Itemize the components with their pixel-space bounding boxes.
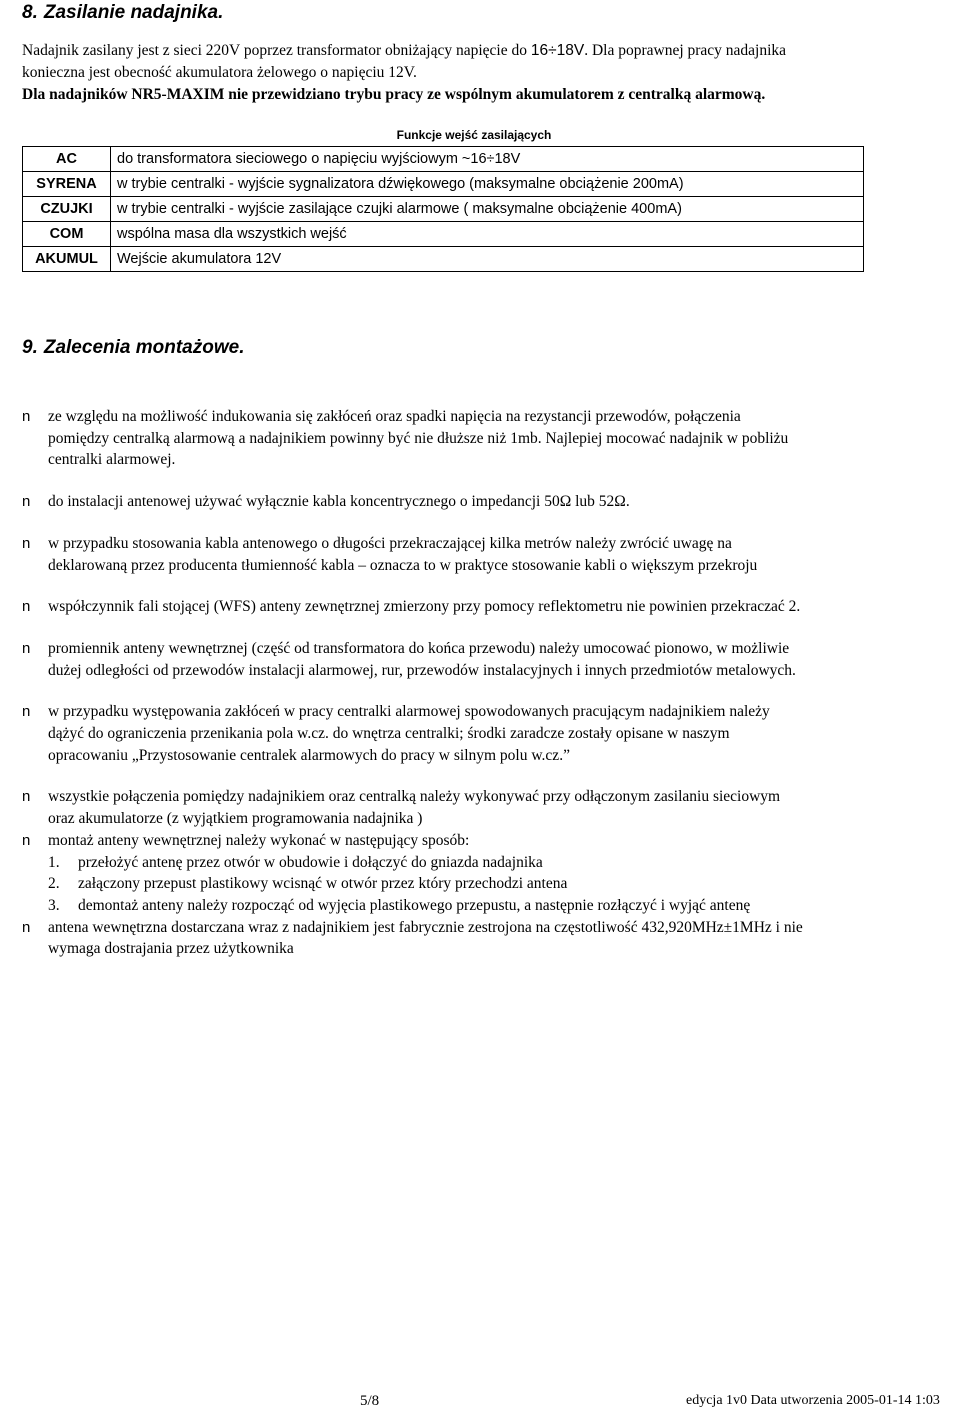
- bullet-icon: n: [22, 598, 31, 616]
- edition-info: edycja 1v0 Data utworzenia 2005-01-14 1:03: [686, 1393, 940, 1408]
- input-name-cell: COM: [23, 222, 111, 247]
- section-8-number: 8.: [22, 2, 38, 23]
- section-9-title: Zalecenia montażowe.: [43, 337, 245, 358]
- list-item-line: centralki alarmowej.: [48, 451, 176, 469]
- step-number: 2.: [48, 875, 60, 893]
- table-row: [23, 222, 864, 247]
- input-name-cell: AKUMUL: [23, 247, 111, 272]
- bullet-icon: n: [22, 534, 31, 552]
- list-item-line: dążyć do ograniczenia przenikania pola w.cz. do wnętrza centralki; środki zaradcze zostały opisane w naszym: [48, 725, 730, 743]
- input-description-cell: w trybie centralki - wyjście zasilające czujki alarmowe ( maksymalne obciążenie 400mA): [111, 197, 864, 222]
- table-row: [23, 172, 864, 197]
- bullet-icon: n: [22, 831, 31, 849]
- step-text: załączony przepust plastikowy wcisnąć w otwór przez który przechodzi antena: [78, 875, 568, 893]
- step-number: 3.: [48, 896, 60, 914]
- section-9-number: 9.: [22, 337, 38, 358]
- table-row: [23, 247, 864, 272]
- list-item: [22, 491, 958, 513]
- list-item-line: opracowaniu „Przystosowanie centralek alarmowych do pracy w silnym polu w.cz.”: [48, 746, 570, 764]
- bullet-icon: n: [22, 788, 31, 806]
- bullet-icon: n: [22, 918, 31, 936]
- list-item-line: do instalacji antenowej używać wyłącznie kabla koncentrycznego o impedancji 50Ω lub 52Ω.: [48, 493, 630, 511]
- recommendations-list: [22, 406, 958, 980]
- list-item: [22, 701, 958, 766]
- table-caption: Funkcje wejść zasilających: [396, 128, 552, 142]
- step-text: przełożyć antenę przez otwór w obudowie i dołączyć do gniazda nadajnika: [78, 853, 543, 871]
- intro-line1-b: 16÷18V: [530, 42, 585, 59]
- input-name-cell: AC: [23, 147, 111, 172]
- intro-line3: Dla nadajników NR5-MAXIM nie przewidziano trybu pracy ze wspólnym akumulatorem z centralką alarmową.: [22, 86, 766, 103]
- list-item-line: promiennik anteny wewnętrznej (część od transformatora do końca przewodu) należy umocować pionowo, w możliwie: [48, 639, 790, 657]
- list-item-line: montaż anteny wewnętrznej należy wykonać w następujący sposób:: [48, 831, 470, 849]
- numbered-step: [22, 895, 958, 917]
- list-item-line: wszystkie połączenia pomiędzy nadajnikiem oraz centralką należy wykonywać przy odłączonym zasilaniu sieciowym: [48, 788, 781, 806]
- numbered-step: [22, 852, 958, 874]
- bullet-icon: n: [22, 493, 31, 511]
- input-description-cell: do transformatora sieciowego o napięciu wyjściowym ~16÷18V: [111, 147, 864, 172]
- power-inputs-table: [22, 146, 864, 272]
- section-8-heading: [22, 2, 223, 24]
- page-number: 5/8: [360, 1393, 380, 1409]
- list-item-line: współczynnik fali stojącej (WFS) anteny zewnętrznej zmierzony przy pomocy reflektometru nie powinien przekraczać 2.: [48, 598, 801, 616]
- numbered-step: [22, 873, 958, 895]
- intro-line2: konieczna jest obecność akumulatora żelowego o napięciu 12V.: [22, 64, 417, 81]
- bullet-icon: n: [22, 639, 31, 657]
- list-item-line: wymaga dostrajania przez użytkownika: [48, 940, 294, 958]
- list-item-line: w przypadku występowania zakłóceń w pracy centralki alarmowej spowodowanych pracującym nadajnikiem należy: [48, 703, 770, 721]
- list-item: [22, 596, 958, 618]
- table-row: [23, 147, 864, 172]
- list-item-line: deklarowaną przez producenta tłumienność kabla – oznacza to w praktyce stosowanie kabli o większym przekroju: [48, 556, 758, 574]
- list-item-line: pomiędzy centralką alarmową a nadajnikiem powinny być nie dłuższe niż 1mb. Najlepiej mocować nadajnik w pobliżu: [48, 429, 789, 447]
- power-inputs-table-body: [23, 147, 864, 272]
- list-item: [22, 638, 958, 681]
- list-item-line: antena wewnętrzna dostarczana wraz z nadajnikiem jest fabrycznie zestrojona na częstotliwość 432,920MHz±1MHz i nie: [48, 918, 803, 936]
- list-item-line: ze względu na możliwość indukowania się zakłóceń oraz spadki napięcia na rezystancji przewodów, połączenia: [48, 408, 741, 425]
- bullet-icon: n: [22, 408, 31, 425]
- intro-line1-c: . Dla poprawnej pracy nadajnika: [584, 42, 787, 59]
- list-item: [22, 786, 958, 829]
- list-item: [22, 406, 958, 471]
- section-8-intro: [22, 40, 786, 106]
- list-item: [22, 917, 958, 960]
- input-name-cell: SYRENA: [23, 172, 111, 197]
- list-item: [22, 533, 958, 576]
- input-description-cell: Wejście akumulatora 12V: [111, 247, 864, 272]
- list-item-line: oraz akumulatorze (z wyjątkiem programowania nadajnika ): [48, 810, 423, 828]
- step-number: 1.: [48, 853, 60, 871]
- intro-line1-a: Nadajnik zasilany jest z sieci 220V poprzez transformator obniżający napięcie do: [22, 42, 531, 59]
- list-item: [22, 830, 958, 852]
- list-item-line: dużej odległości od przewodów instalacji alarmowej, rur, przewodów instalacyjnych i innych przedmiotów metalowych.: [48, 661, 796, 679]
- input-description-cell: w trybie centralki - wyjście sygnalizatora dźwiękowego (maksymalne obciążenie 200mA): [111, 172, 864, 197]
- input-description-cell: wspólna masa dla wszystkich wejść: [111, 222, 864, 247]
- bullet-icon: n: [22, 703, 31, 721]
- section-9-heading: [22, 337, 244, 359]
- section-8-title: Zasilanie nadajnika.: [43, 2, 224, 23]
- list-item-line: w przypadku stosowania kabla antenowego o długości przekraczającej kilka metrów należy zwrócić uwagę na: [48, 534, 732, 552]
- table-row: [23, 197, 864, 222]
- step-text: demontaż anteny należy rozpocząć od wyjęcia plastikowego przepustu, a następnie rozłączyć i wyjąć antenę: [78, 896, 751, 914]
- input-name-cell: CZUJKI: [23, 197, 111, 222]
